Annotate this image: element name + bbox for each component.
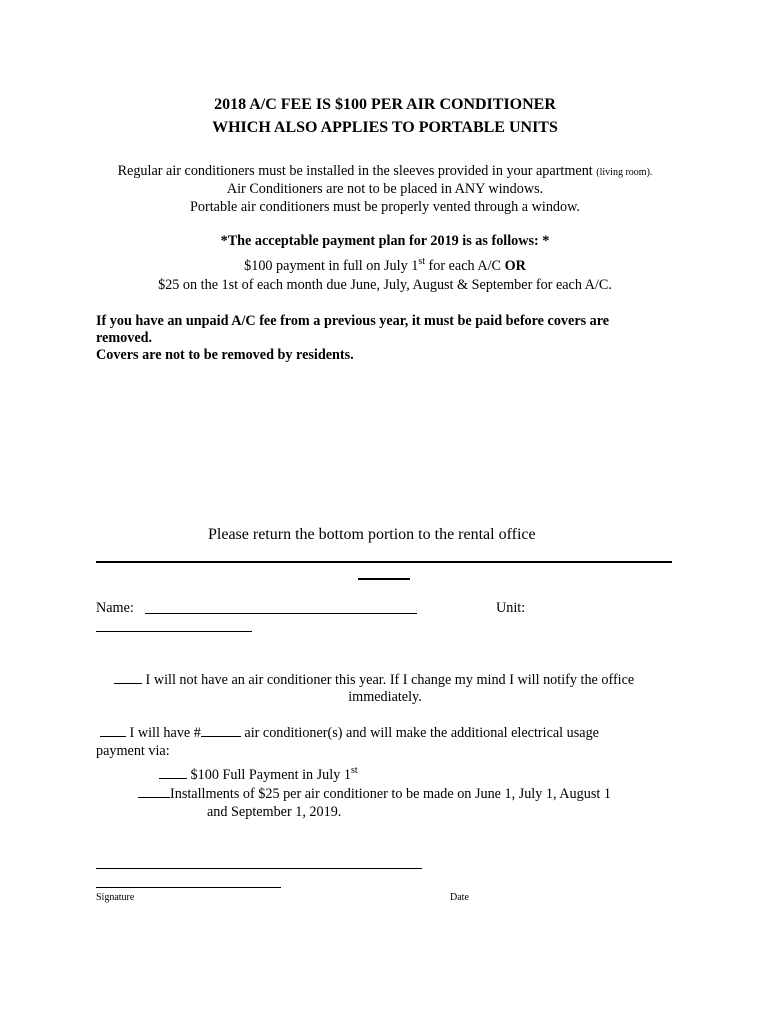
ac-count-field[interactable] <box>201 736 241 737</box>
payment-option-1-sup: st <box>418 256 425 267</box>
title-line-2: WHICH ALSO APPLIES TO PORTABLE UNITS <box>212 119 558 136</box>
unit-label: Unit: <box>496 600 526 616</box>
no-ac-checkbox-line[interactable] <box>114 683 142 684</box>
installments-option <box>138 786 611 803</box>
date-label: Date <box>450 892 469 903</box>
rule-line-1 <box>0 163 770 180</box>
name-label: Name: <box>96 600 134 616</box>
no-ac-line-2: immediately. <box>348 689 422 705</box>
payment-option-1 <box>0 258 770 275</box>
title-line-1: 2018 A/C FEE IS $100 PER AIR CONDITIONER <box>214 96 556 113</box>
no-ac-option <box>114 672 634 689</box>
have-ac-checkbox-line[interactable] <box>100 736 126 737</box>
full-payment-option <box>159 767 358 784</box>
rule-line-1-text: Regular air conditioners must be installed in the sleeves provided in your apartment <box>117 163 593 179</box>
notice-line-1: If you have an unpaid A/C fee from a previous year, it must be paid before covers are <box>96 313 610 329</box>
signature-label: Signature <box>96 892 135 903</box>
rule-line-3: Portable air conditioners must be properly vented through a window. <box>190 199 580 215</box>
rule-line-1-note: (living room). <box>596 167 653 178</box>
installments-text: Installments of $25 per air conditioner to be made on June 1, July 1, August 1 <box>170 786 611 802</box>
no-ac-text: I will not have an air conditioner this year. If I change my mind I will notify the office <box>145 672 635 688</box>
full-payment-sup: st <box>350 765 358 776</box>
divider-line <box>96 561 672 563</box>
notice-line-3: Covers are not to be removed by residents. <box>96 347 354 363</box>
payment-option-1-post: for each A/C <box>424 258 505 274</box>
installments-checkbox-line[interactable] <box>138 797 170 798</box>
installments-line-2: and September 1, 2019. <box>207 804 342 820</box>
have-ac-option <box>100 725 599 742</box>
notice-line-2: removed. <box>96 330 153 346</box>
signature-date-line[interactable] <box>96 868 422 869</box>
payment-option-2: $25 on the 1st of each month due June, July, August & September for each A/C. <box>158 277 612 293</box>
unit-field[interactable] <box>96 631 252 632</box>
signature-line[interactable] <box>96 887 281 888</box>
return-instruction-text: Please return the bottom portion to the rental office <box>208 526 536 543</box>
have-ac-text-post: air conditioner(s) and will make the additional electrical usage <box>240 725 599 741</box>
payment-option-1-text: $100 payment in full on July 1 <box>244 258 419 274</box>
name-field[interactable] <box>145 613 417 614</box>
return-instruction <box>208 526 536 544</box>
payment-plan-heading: *The acceptable payment plan for 2019 is as follows: * <box>220 233 550 249</box>
payment-option-or: OR <box>504 258 526 274</box>
full-payment-checkbox-line[interactable] <box>159 778 187 779</box>
divider-short <box>358 578 410 580</box>
have-ac-text-pre: I will have # <box>129 725 201 741</box>
have-ac-line-2: payment via: <box>96 743 170 759</box>
full-payment-text: $100 Full Payment in July 1 <box>190 767 351 783</box>
rule-line-2: Air Conditioners are not to be placed in ANY windows. <box>226 181 544 197</box>
